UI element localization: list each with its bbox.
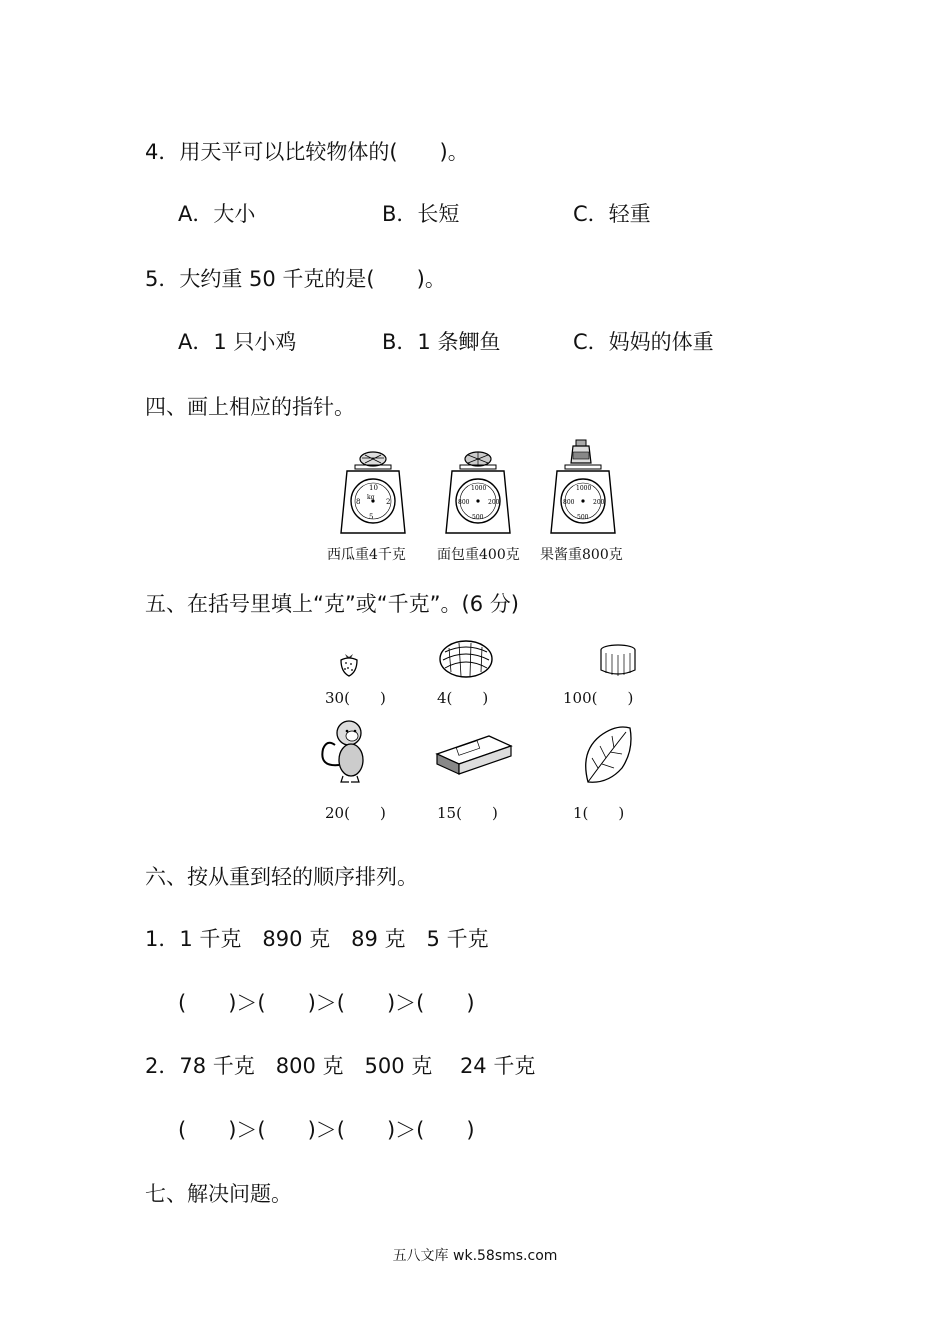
caption-watermelon: 西瓜重4千克: [327, 547, 406, 563]
svg-text:200: 200: [593, 499, 605, 506]
question-5-stem: 5．大约重 50 千克的是( )。: [145, 267, 446, 291]
question-4-option-b[interactable]: B．长短: [382, 202, 460, 226]
scale-jam-illustration: [545, 438, 620, 537]
question-4-option-a[interactable]: A．大小: [178, 202, 256, 226]
section-5-title: 五、在括号里填上“克”或“千克”。(6 分): [145, 592, 519, 616]
section-6-title: 六、按从重到轻的顺序排列。: [145, 865, 418, 889]
svg-text:2: 2: [386, 498, 391, 506]
section-6-answer-1[interactable]: ( )＞( )＞( )＞( ): [178, 991, 475, 1015]
section-6-question-2: 2．78 千克 800 克 500 克 24 千克: [145, 1054, 536, 1078]
caption-jam: 果酱重800克: [540, 547, 623, 563]
svg-text:5: 5: [369, 513, 374, 521]
svg-text:500: 500: [472, 514, 484, 521]
strawberry-icon: [337, 650, 361, 678]
blank-watermelon[interactable]: 4( ): [437, 689, 489, 707]
question-5-option-a[interactable]: A．1 只小鸡: [178, 330, 297, 354]
blank-leaf[interactable]: 1( ): [573, 804, 625, 822]
svg-text:200: 200: [488, 499, 500, 506]
watermelon-icon: [437, 638, 495, 680]
mooncake-icon: [598, 642, 638, 680]
svg-text:800: 800: [458, 499, 470, 506]
question-4-option-c[interactable]: C．轻重: [573, 202, 651, 226]
blank-strawberry[interactable]: 30( ): [325, 689, 386, 707]
eraser-icon: [433, 730, 515, 780]
leaf-icon: [578, 722, 636, 788]
question-5-option-b[interactable]: B．1 条鲫鱼: [382, 330, 501, 354]
blank-monkey[interactable]: 20( ): [325, 804, 386, 822]
question-5-option-c[interactable]: C．妈妈的体重: [573, 330, 714, 354]
section-6-question-1: 1．1 千克 890 克 89 克 5 千克: [145, 927, 489, 951]
svg-text:500: 500: [577, 514, 589, 521]
svg-text:1000: 1000: [471, 485, 487, 492]
scale-watermelon-illustration: [335, 445, 410, 537]
question-4-stem: 4．用天平可以比较物体的( )。: [145, 140, 469, 164]
footer-watermark: 五八文库 wk.58sms.com: [392, 1248, 558, 1264]
svg-text:10: 10: [369, 484, 378, 492]
section-4-title: 四、画上相应的指针。: [145, 395, 355, 419]
scale-bread-illustration: [440, 445, 515, 537]
section-6-answer-2[interactable]: ( )＞( )＞( )＞( ): [178, 1118, 475, 1142]
svg-text:8: 8: [356, 498, 361, 506]
section-7-title: 七、解决问题。: [145, 1182, 292, 1206]
svg-text:800: 800: [563, 499, 575, 506]
svg-text:1000: 1000: [576, 485, 592, 492]
blank-eraser[interactable]: 15( ): [437, 804, 498, 822]
monkey-icon: [315, 715, 377, 785]
caption-bread: 面包重400克: [437, 547, 520, 563]
blank-mooncake[interactable]: 100( ): [563, 689, 634, 707]
svg-text:kg: kg: [367, 494, 375, 501]
